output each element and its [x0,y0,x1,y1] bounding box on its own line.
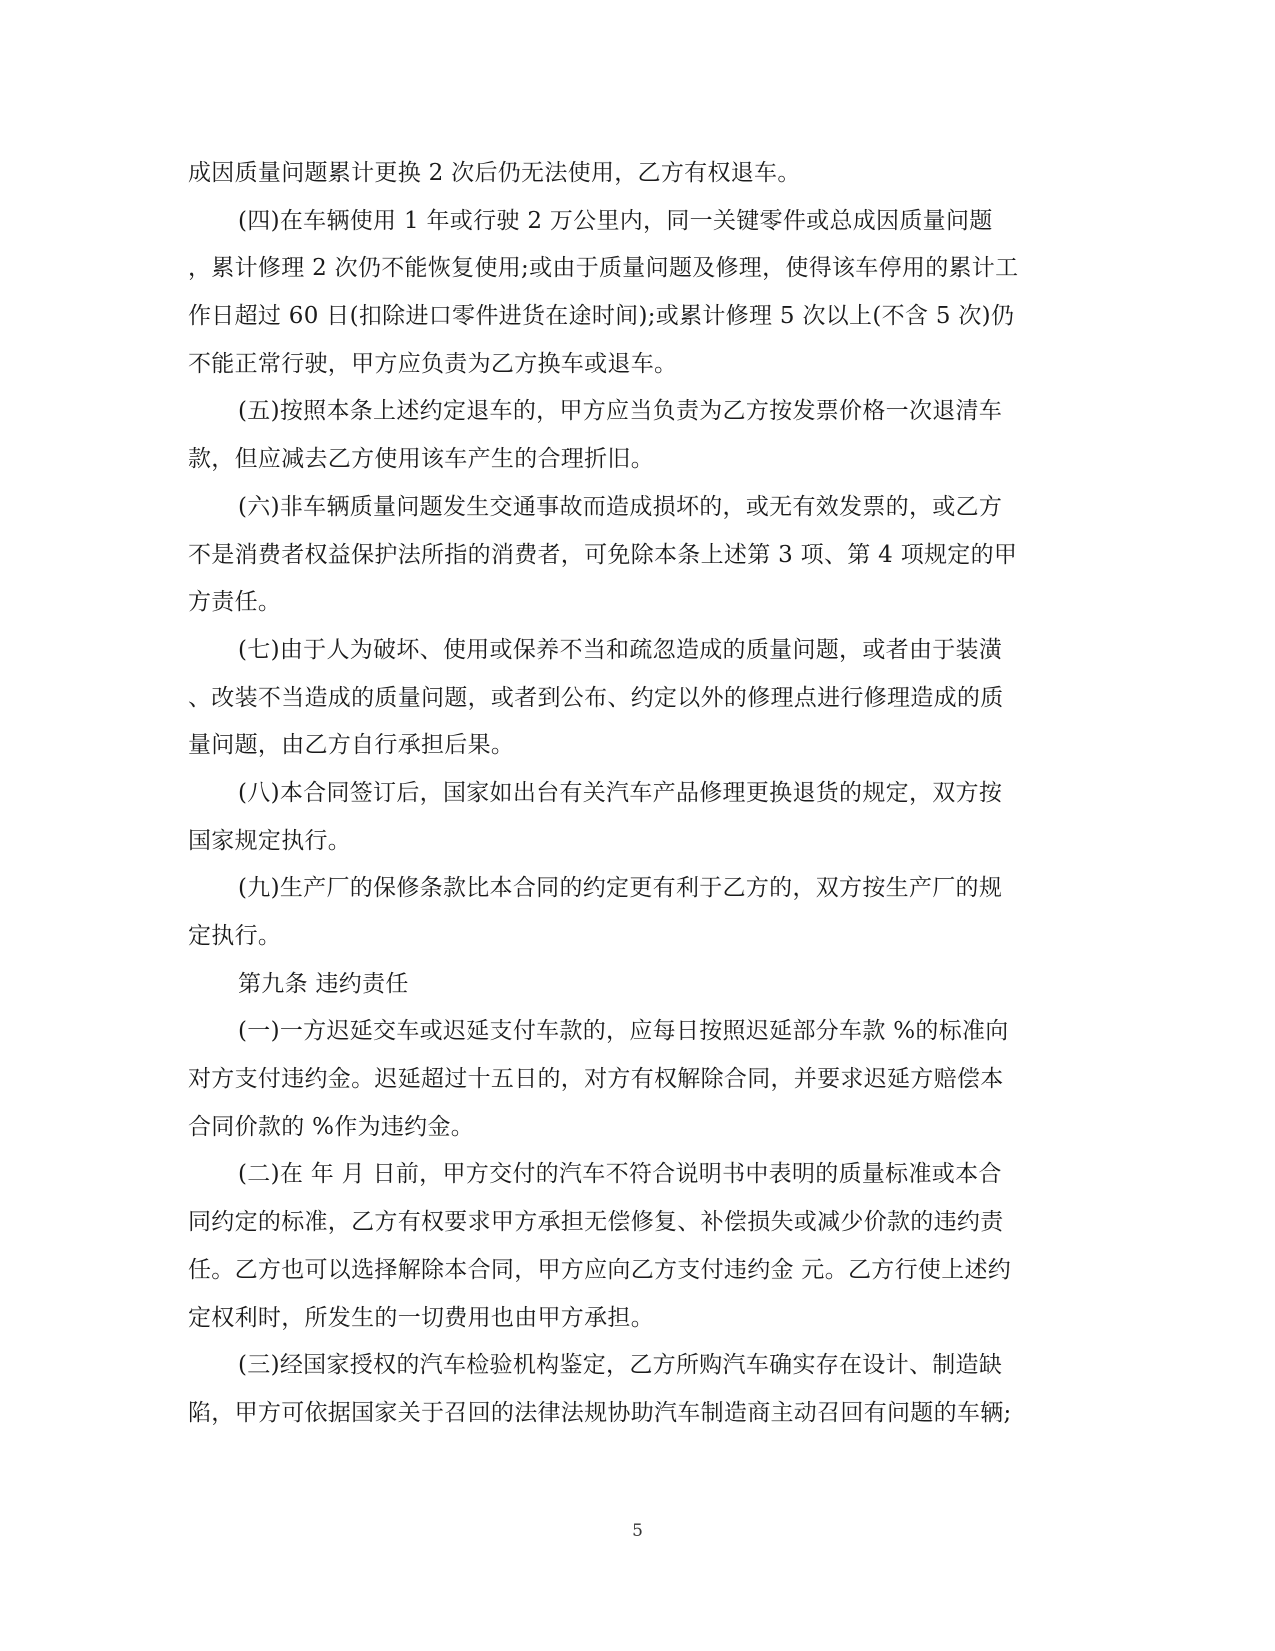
text-line: (四)在车辆使用 1 年或行驶 2 万公里内，同一关键零件或总成因质量问题 [238,207,993,234]
text-line: 合同价款的 %作为违约金。 [188,1113,475,1140]
text-line: (五)按照本条上述约定退车的，甲方应当负责为乙方按发票价格一次退清车 [238,398,1003,425]
text-line: (八)本合同签订后，国家如出台有关汽车产品修理更换退货的规定，双方按 [238,779,1003,806]
text-line: (六)非车辆质量问题发生交通事故而造成损坏的，或无有效发票的，或乙方 [238,493,1003,520]
text-line: 方责任。 [188,589,282,616]
text-line: 不是消费者权益保护法所指的消费者，可免除本条上述第 3 项、第 4 项规定的甲 [188,541,1018,568]
text-line: 定权利时，所发生的一切费用也由甲方承担。 [188,1304,654,1331]
text-line: ，累计修理 2 次仍不能恢复使用;或由于质量问题及修理，使得该车停用的累计工 [188,255,1019,282]
text-line: (三)经国家授权的汽车检验机构鉴定，乙方所购汽车确实存在设计、制造缺 [238,1352,1003,1379]
text-line: 第九条 违约责任 [238,970,409,997]
text-line: 定执行。 [188,923,282,949]
text-line: 陷，甲方可依据国家关于召回的法律法规协助汽车制造商主动召回有问题的车辆; [188,1399,1012,1426]
text-line: 任。乙方也可以选择解除本合同，甲方应向乙方支付违约金 元。乙方行使上述约 [188,1256,1012,1283]
text-line: 国家规定执行。 [188,827,352,854]
text-line: 成因质量问题累计更换 2 次后仍无法使用，乙方有权退车。 [188,160,801,186]
text-line: (七)由于人为破坏、使用或保养不当和疏忽造成的质量问题，或者由于装潢 [238,636,1003,663]
text-line: 款，但应减去乙方使用该车产生的合理折旧。 [188,446,654,473]
page-number: 5 [632,1521,643,1541]
text-line: 作日超过 60 日(扣除进口零件进货在途时间);或累计修理 5 次以上(不含 5 次)仍 [188,303,1015,330]
text-line: (二)在 年 月 日前，甲方交付的汽车不符合说明书中表明的质量标准或本合 [238,1161,1002,1188]
text-line: (九)生产厂的保修条款比本合同的约定更有利于乙方的，双方按生产厂的规 [238,875,1003,902]
text-line: 不能正常行驶，甲方应负责为乙方换车或退车。 [188,350,678,377]
text-line: 同约定的标准，乙方有权要求甲方承担无偿修复、补偿损失或减少价款的违约责 [188,1209,1004,1236]
document-body [188,150,1068,1438]
text-line: 、改装不当造成的质量问题，或者到公布、约定以外的修理点进行修理造成的质 [188,684,1004,711]
text-line: 对方支付违约金。迟延超过十五日的，对方有权解除合同，并要求迟延方赔偿本 [188,1066,1004,1093]
text-line: (一)一方迟延交车或迟延支付车款的，应每日按照迟延部分车款 %的标准向 [238,1018,1009,1045]
text-line: 量问题，由乙方自行承担后果。 [188,732,515,759]
